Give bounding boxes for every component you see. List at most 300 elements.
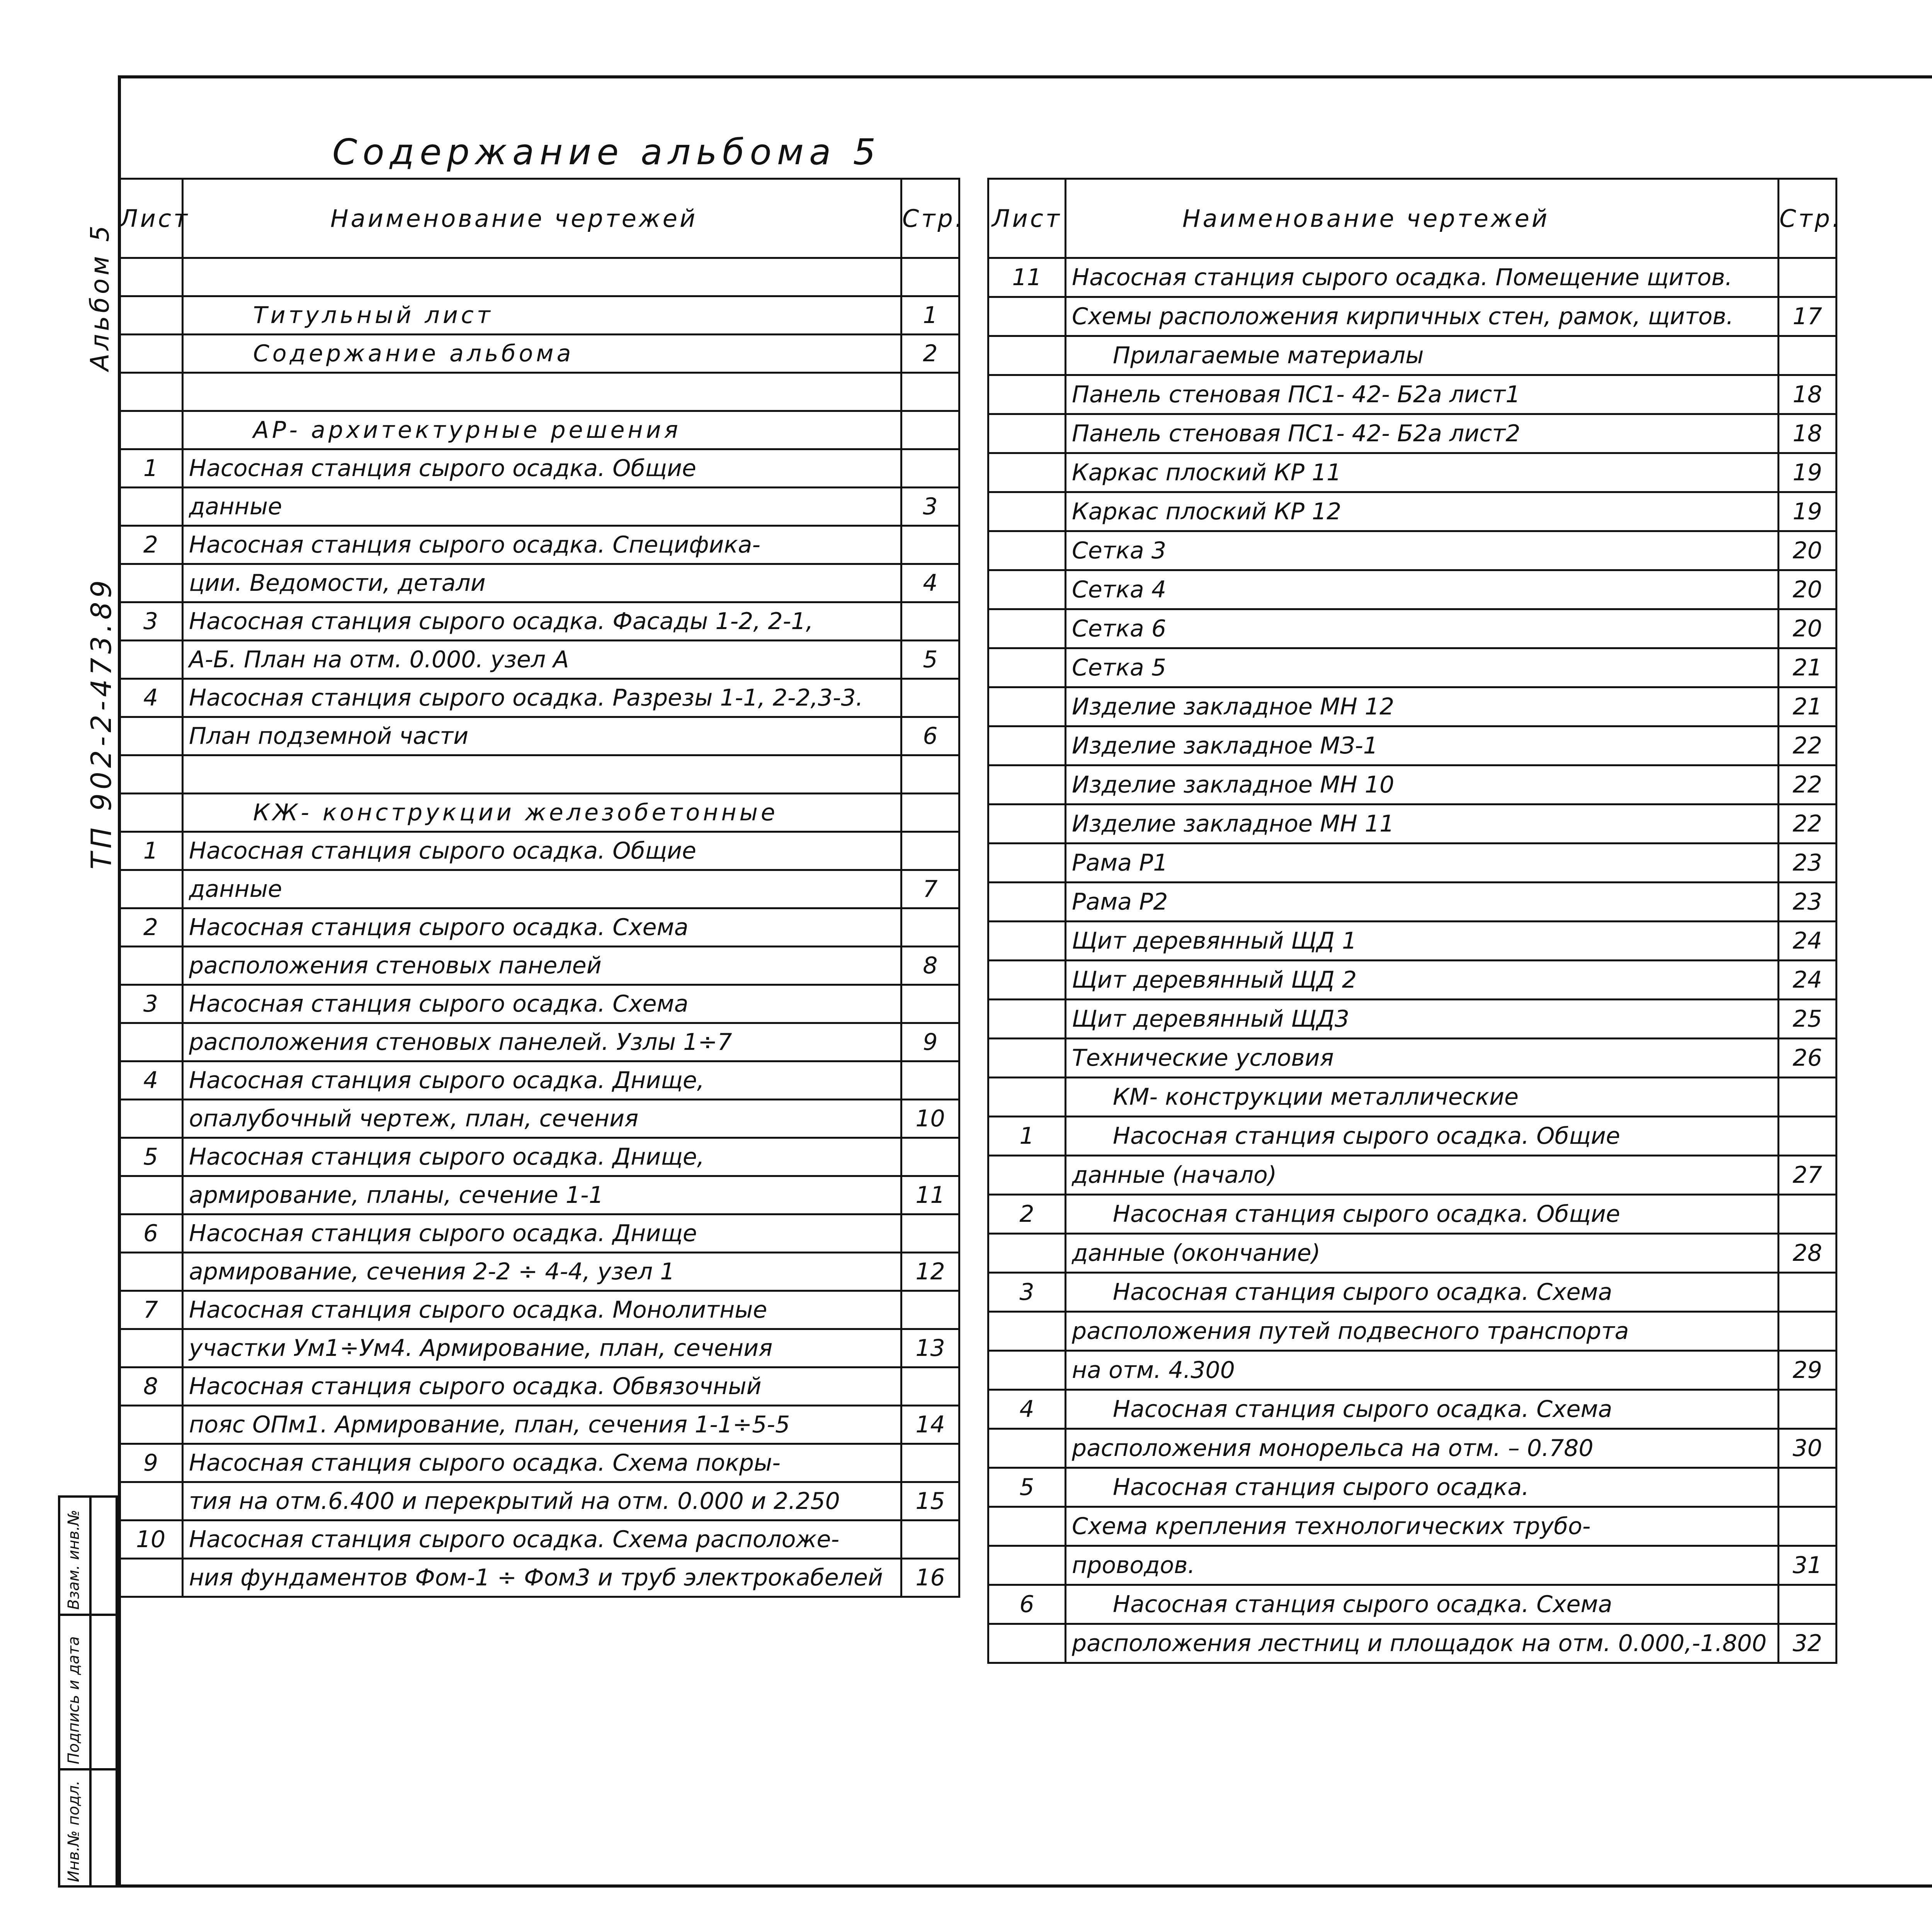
table-row [988,1039,1837,1078]
row-sheet-number [988,922,1066,961]
row-drawing-name: Насосная станция сырого осадка. Днище, [183,1138,901,1176]
row-page-number: 10 [901,1100,959,1138]
row-drawing-name: ния фундаментов Фом-1 ÷ Фом3 и труб электрокабелей [183,1559,901,1597]
table-row [119,258,959,296]
row-sheet-number [119,1329,183,1367]
row-drawing-name: Насосная станция сырого осадка. Помещение щитов. [1066,258,1779,297]
row-page-number [901,449,959,488]
row-page-number: 19 [1779,453,1837,492]
row-drawing-name: расположения стеновых панелей. Узлы 1÷7 [183,1023,901,1061]
row-drawing-name: Насосная станция сырого осадка. [1066,1468,1779,1507]
table-row [119,449,959,488]
row-page-number: 3 [901,488,959,526]
row-drawing-name: расположения лестниц и площадок на отм. 0.000,-1.800 [1066,1624,1779,1663]
row-sheet-number [119,1482,183,1520]
row-sheet-number [988,844,1066,883]
row-page-number [1779,1195,1837,1234]
row-page-number: 20 [1779,609,1837,648]
row-sheet-number [988,765,1066,804]
row-drawing-name: Насосная станция сырого осадка. Схема покры- [183,1444,901,1482]
row-page-number [1779,1078,1837,1117]
row-sheet-number [119,870,183,908]
row-drawing-name: Изделие закладное МЗ-1 [1066,726,1779,765]
row-page-number: 15 [901,1482,959,1520]
table-row [119,1253,959,1291]
row-drawing-name: Насосная станция сырого осадка. Специфика- [183,526,901,564]
row-sheet-number [119,296,183,335]
row-page-number [901,526,959,564]
table-row [119,1482,959,1520]
row-page-number [1779,258,1837,297]
table-row [988,648,1837,687]
row-sheet-number [988,531,1066,570]
row-sheet-number: 6 [988,1585,1066,1624]
row-sheet-number [988,961,1066,1000]
row-page-number: 13 [901,1329,959,1367]
row-sheet-number: 11 [988,258,1066,297]
row-page-number: 19 [1779,492,1837,531]
row-page-number: 4 [901,564,959,602]
row-page-number [1779,1117,1837,1156]
row-sheet-number [988,1234,1066,1273]
table-header-row [988,179,1837,258]
row-sheet-number: 8 [119,1367,183,1406]
row-page-number [1779,1585,1837,1624]
row-sheet-number [119,488,183,526]
row-sheet-number: 4 [119,679,183,717]
table-row [988,961,1837,1000]
row-page-number: 21 [1779,648,1837,687]
row-sheet-number: 1 [119,832,183,870]
row-page-number [901,1061,959,1100]
row-sheet-number: 7 [119,1291,183,1329]
table-row [988,1000,1837,1039]
table-row [988,1312,1837,1351]
table-row [988,1195,1837,1234]
table-row [119,1520,959,1559]
table-row [988,1273,1837,1312]
row-sheet-number: 3 [988,1273,1066,1312]
row-drawing-name: Насосная станция сырого осадка. Схема [1066,1273,1779,1312]
row-page-number: 24 [1779,922,1837,961]
table-row [988,1624,1837,1663]
row-page-number [901,1214,959,1253]
row-page-number: 11 [901,1176,959,1214]
row-sheet-number [988,804,1066,844]
row-drawing-name: Щит деревянный ЩД 1 [1066,922,1779,961]
table-row [988,765,1837,804]
row-sheet-number: 4 [119,1061,183,1100]
row-sheet-number: 3 [119,985,183,1023]
row-sheet-number [988,648,1066,687]
row-page-number [901,832,959,870]
row-page-number [901,373,959,411]
row-drawing-name: Насосная станция сырого осадка. Разрезы 1-1, 2-2,3-3. [183,679,901,717]
table-row [988,453,1837,492]
row-sheet-number [119,947,183,985]
row-drawing-name: участки Ум1÷Ум4. Армирование, план, сечения [183,1329,901,1367]
table-row [988,883,1837,922]
stamp-label-replace: Взам. инв.№ [65,1510,83,1610]
table-row [988,1429,1837,1468]
row-page-number [901,794,959,832]
page-title: Содержание альбома 5 [332,131,881,173]
row-drawing-name: Насосная станция сырого осадка. Схема [183,908,901,947]
row-page-number [901,1367,959,1406]
row-drawing-name: Рама Р2 [1066,883,1779,922]
row-drawing-name: Титульный лист [183,296,901,335]
row-drawing-name: Насосная станция сырого осадка. Днище, [183,1061,901,1100]
row-sheet-number [119,755,183,794]
row-page-number: 26 [1779,1039,1837,1078]
table-row [119,717,959,755]
stamp-label-inv: Инв.№ подл. [65,1780,83,1882]
row-drawing-name: данные [183,870,901,908]
table-row [988,1507,1837,1546]
row-page-number: 23 [1779,844,1837,883]
table-row [119,870,959,908]
side-document-code: ТП 902-2-473.89 [85,576,117,869]
row-page-number [901,908,959,947]
row-page-number: 22 [1779,804,1837,844]
row-drawing-name: Изделие закладное МН 11 [1066,804,1779,844]
toc-table-left [118,178,965,1598]
row-sheet-number: 2 [119,526,183,564]
row-drawing-name [183,258,901,296]
row-page-number: 31 [1779,1546,1837,1585]
table-row [119,1214,959,1253]
header-sheet: Лист [119,179,183,258]
row-page-number [901,1291,959,1329]
row-sheet-number: 6 [119,1214,183,1253]
table-row [119,641,959,679]
row-sheet-number [119,1023,183,1061]
row-drawing-name: Насосная станция сырого осадка. Схема [1066,1585,1779,1624]
table-row [988,297,1837,336]
table-row [119,1023,959,1061]
header-page: Стр. [1779,179,1837,258]
row-sheet-number [988,609,1066,648]
row-drawing-name: ции. Ведомости, детали [183,564,901,602]
row-page-number [1779,1312,1837,1351]
row-sheet-number: 5 [988,1468,1066,1507]
row-drawing-name: данные (начало) [1066,1156,1779,1195]
row-sheet-number [988,1429,1066,1468]
row-page-number [1779,1468,1837,1507]
row-page-number [901,1138,959,1176]
row-sheet-number [988,1312,1066,1351]
row-sheet-number [988,1156,1066,1195]
table-row [988,570,1837,609]
row-page-number [1779,336,1837,375]
row-page-number: 30 [1779,1429,1837,1468]
row-page-number: 7 [901,870,959,908]
row-drawing-name: Рама Р1 [1066,844,1779,883]
row-drawing-name: данные [183,488,901,526]
row-drawing-name: Насосная станция сырого осадка. Днище [183,1214,901,1253]
row-page-number: 8 [901,947,959,985]
table-row [119,1061,959,1100]
table-row [119,794,959,832]
approval-stamp [58,1495,118,1888]
row-drawing-name: Содержание альбома [183,335,901,373]
row-drawing-name: Сетка 4 [1066,570,1779,609]
row-drawing-name: Насосная станция сырого осадка. Общие [1066,1195,1779,1234]
table-row [119,1176,959,1214]
row-drawing-name: Схемы расположения кирпичных стен, рамок, щитов. [1066,297,1779,336]
row-page-number: 27 [1779,1156,1837,1195]
table-row [119,1100,959,1138]
table-row [988,1390,1837,1429]
row-sheet-number [988,336,1066,375]
row-drawing-name: Технические условия [1066,1039,1779,1078]
row-sheet-number [119,1559,183,1597]
row-drawing-name: Панель стеновая ПС1- 42- Б2а лист1 [1066,375,1779,414]
row-sheet-number: 9 [119,1444,183,1482]
row-drawing-name: армирование, сечения 2-2 ÷ 4-4, узел 1 [183,1253,901,1291]
row-sheet-number [988,726,1066,765]
table-row [988,726,1837,765]
row-sheet-number: 2 [119,908,183,947]
row-page-number: 28 [1779,1234,1837,1273]
row-drawing-name: Сетка 6 [1066,609,1779,648]
row-sheet-number: 1 [119,449,183,488]
row-drawing-name: расположения стеновых панелей [183,947,901,985]
row-drawing-name: Изделие закладное МН 10 [1066,765,1779,804]
table-row [119,908,959,947]
table-row [119,985,959,1023]
row-page-number: 17 [1779,297,1837,336]
row-page-number [1779,1390,1837,1429]
table-row [988,609,1837,648]
row-page-number: 18 [1779,375,1837,414]
table-row [988,1117,1837,1156]
row-drawing-name: Насосная станция сырого осадка. Монолитные [183,1291,901,1329]
row-drawing-name: опалубочный чертеж, план, сечения [183,1100,901,1138]
table-row [119,373,959,411]
table-row [988,1585,1837,1624]
row-sheet-number [119,1253,183,1291]
table-row [119,1406,959,1444]
table-row [988,844,1837,883]
row-drawing-name: проводов. [1066,1546,1779,1585]
row-drawing-name: А-Б. План на отм. 0.000. узел А [183,641,901,679]
row-sheet-number [119,564,183,602]
table-row [119,411,959,449]
row-drawing-name: расположения путей подвесного транспорта [1066,1312,1779,1351]
row-sheet-number [988,1351,1066,1390]
row-sheet-number [119,1100,183,1138]
row-page-number [901,985,959,1023]
row-page-number: 21 [1779,687,1837,726]
row-sheet-number [119,1176,183,1214]
row-sheet-number [988,883,1066,922]
row-drawing-name: Насосная станция сырого осадка. Общие [1066,1117,1779,1156]
row-page-number: 12 [901,1253,959,1291]
row-sheet-number [119,794,183,832]
table-row [119,947,959,985]
header-page: Стр. [901,179,959,258]
row-sheet-number: 1 [988,1117,1066,1156]
row-drawing-name: КЖ- конструкции железобетонные [183,794,901,832]
row-drawing-name: Насосная станция сырого осадка. Общие [183,832,901,870]
row-sheet-number [988,297,1066,336]
table-row [119,335,959,373]
header-sheet: Лист [988,179,1066,258]
row-page-number [1779,1273,1837,1312]
row-drawing-name [183,373,901,411]
row-sheet-number [988,1624,1066,1663]
table-row [119,1291,959,1329]
row-drawing-name: Изделие закладное МН 12 [1066,687,1779,726]
row-drawing-name: Сетка 3 [1066,531,1779,570]
table-row [119,1559,959,1597]
row-sheet-number [988,1546,1066,1585]
table-row [988,1156,1837,1195]
row-sheet-number [119,717,183,755]
row-sheet-number [119,373,183,411]
row-drawing-name: Сетка 5 [1066,648,1779,687]
row-sheet-number [988,1039,1066,1078]
table-row [119,832,959,870]
stamp-divider [60,1614,116,1616]
table-row [119,1367,959,1406]
row-sheet-number [119,335,183,373]
table-row [988,1078,1837,1117]
row-page-number: 20 [1779,570,1837,609]
table-row [119,755,959,794]
row-drawing-name: Схема крепления технологических трубо- [1066,1507,1779,1546]
table-row [988,1234,1837,1273]
table-row [988,687,1837,726]
row-page-number: 23 [1779,883,1837,922]
row-drawing-name: армирование, планы, сечение 1-1 [183,1176,901,1214]
row-page-number [901,755,959,794]
row-drawing-name: Каркас плоский КР 11 [1066,453,1779,492]
table-row [988,531,1837,570]
row-drawing-name: пояс ОПм1. Армирование, план, сечения 1-1÷5-5 [183,1406,901,1444]
row-drawing-name: на отм. 4.300 [1066,1351,1779,1390]
row-drawing-name: Насосная станция сырого осадка. Схема расположе- [183,1520,901,1559]
table-row [119,679,959,717]
row-drawing-name: Насосная станция сырого осадка. Обвязочный [183,1367,901,1406]
row-drawing-name: Каркас плоский КР 12 [1066,492,1779,531]
row-drawing-name: КМ- конструкции металлические [1066,1078,1779,1117]
row-page-number: 20 [1779,531,1837,570]
row-page-number: 9 [901,1023,959,1061]
side-album-label: Альбом 5 [85,222,115,371]
row-sheet-number [988,492,1066,531]
table-row [119,296,959,335]
row-drawing-name: данные (окончание) [1066,1234,1779,1273]
table-row [988,492,1837,531]
row-sheet-number: 3 [119,602,183,641]
row-sheet-number: 4 [988,1390,1066,1429]
toc-table-right [987,178,1842,1664]
stamp-divider [60,1768,116,1770]
row-page-number: 32 [1779,1624,1837,1663]
header-name: Наименование чертежей [1066,179,1779,258]
row-sheet-number [119,258,183,296]
row-sheet-number [988,1507,1066,1546]
stamp-label-signature: Подпись и дата [65,1636,83,1764]
row-drawing-name: Прилагаемые материалы [1066,336,1779,375]
table-row [119,564,959,602]
table-row [988,375,1837,414]
row-page-number [901,602,959,641]
row-sheet-number [988,570,1066,609]
row-sheet-number: 10 [119,1520,183,1559]
table-row [988,804,1837,844]
table-row [988,258,1837,297]
table-row [988,414,1837,453]
stamp-vertical-divider [89,1498,92,1885]
row-sheet-number [988,414,1066,453]
row-drawing-name: Насосная станция сырого осадка. Общие [183,449,901,488]
row-drawing-name: тия на отм.6.400 и перекрытий на отм. 0.000 и 2.250 [183,1482,901,1520]
row-sheet-number [119,411,183,449]
table-row [119,602,959,641]
row-page-number [901,1444,959,1482]
row-page-number: 16 [901,1559,959,1597]
table-row [119,1138,959,1176]
row-drawing-name: Панель стеновая ПС1- 42- Б2а лист2 [1066,414,1779,453]
row-page-number: 29 [1779,1351,1837,1390]
table-row [988,1468,1837,1507]
row-drawing-name: Насосная станция сырого осадка. Схема [1066,1390,1779,1429]
table-row [119,1329,959,1367]
row-sheet-number [988,1078,1066,1117]
row-page-number: 25 [1779,1000,1837,1039]
row-sheet-number [119,1406,183,1444]
row-page-number: 2 [901,335,959,373]
row-page-number [901,258,959,296]
row-drawing-name [183,755,901,794]
row-page-number: 22 [1779,726,1837,765]
table-row [988,922,1837,961]
row-drawing-name: расположения монорельса на отм. – 0.780 [1066,1429,1779,1468]
row-sheet-number [988,687,1066,726]
row-page-number: 1 [901,296,959,335]
row-drawing-name: Щит деревянный ЩД3 [1066,1000,1779,1039]
row-drawing-name: Щит деревянный ЩД 2 [1066,961,1779,1000]
row-page-number: 22 [1779,765,1837,804]
row-sheet-number [988,453,1066,492]
row-sheet-number [988,375,1066,414]
row-page-number: 6 [901,717,959,755]
row-drawing-name: Насосная станция сырого осадка. Схема [183,985,901,1023]
table-row [119,1444,959,1482]
row-page-number: 18 [1779,414,1837,453]
row-page-number [901,679,959,717]
table-row [988,1546,1837,1585]
table-row [119,488,959,526]
row-page-number [901,411,959,449]
row-page-number [901,1520,959,1559]
row-page-number: 5 [901,641,959,679]
table-header-row [119,179,959,258]
row-page-number: 14 [901,1406,959,1444]
row-drawing-name: АР- архитектурные решения [183,411,901,449]
row-sheet-number [119,641,183,679]
row-sheet-number: 5 [119,1138,183,1176]
row-page-number: 24 [1779,961,1837,1000]
row-drawing-name: План подземной части [183,717,901,755]
row-page-number [1779,1507,1837,1546]
table-row [988,1351,1837,1390]
table-row [119,526,959,564]
row-drawing-name: Насосная станция сырого осадка. Фасады 1-2, 2-1, [183,602,901,641]
